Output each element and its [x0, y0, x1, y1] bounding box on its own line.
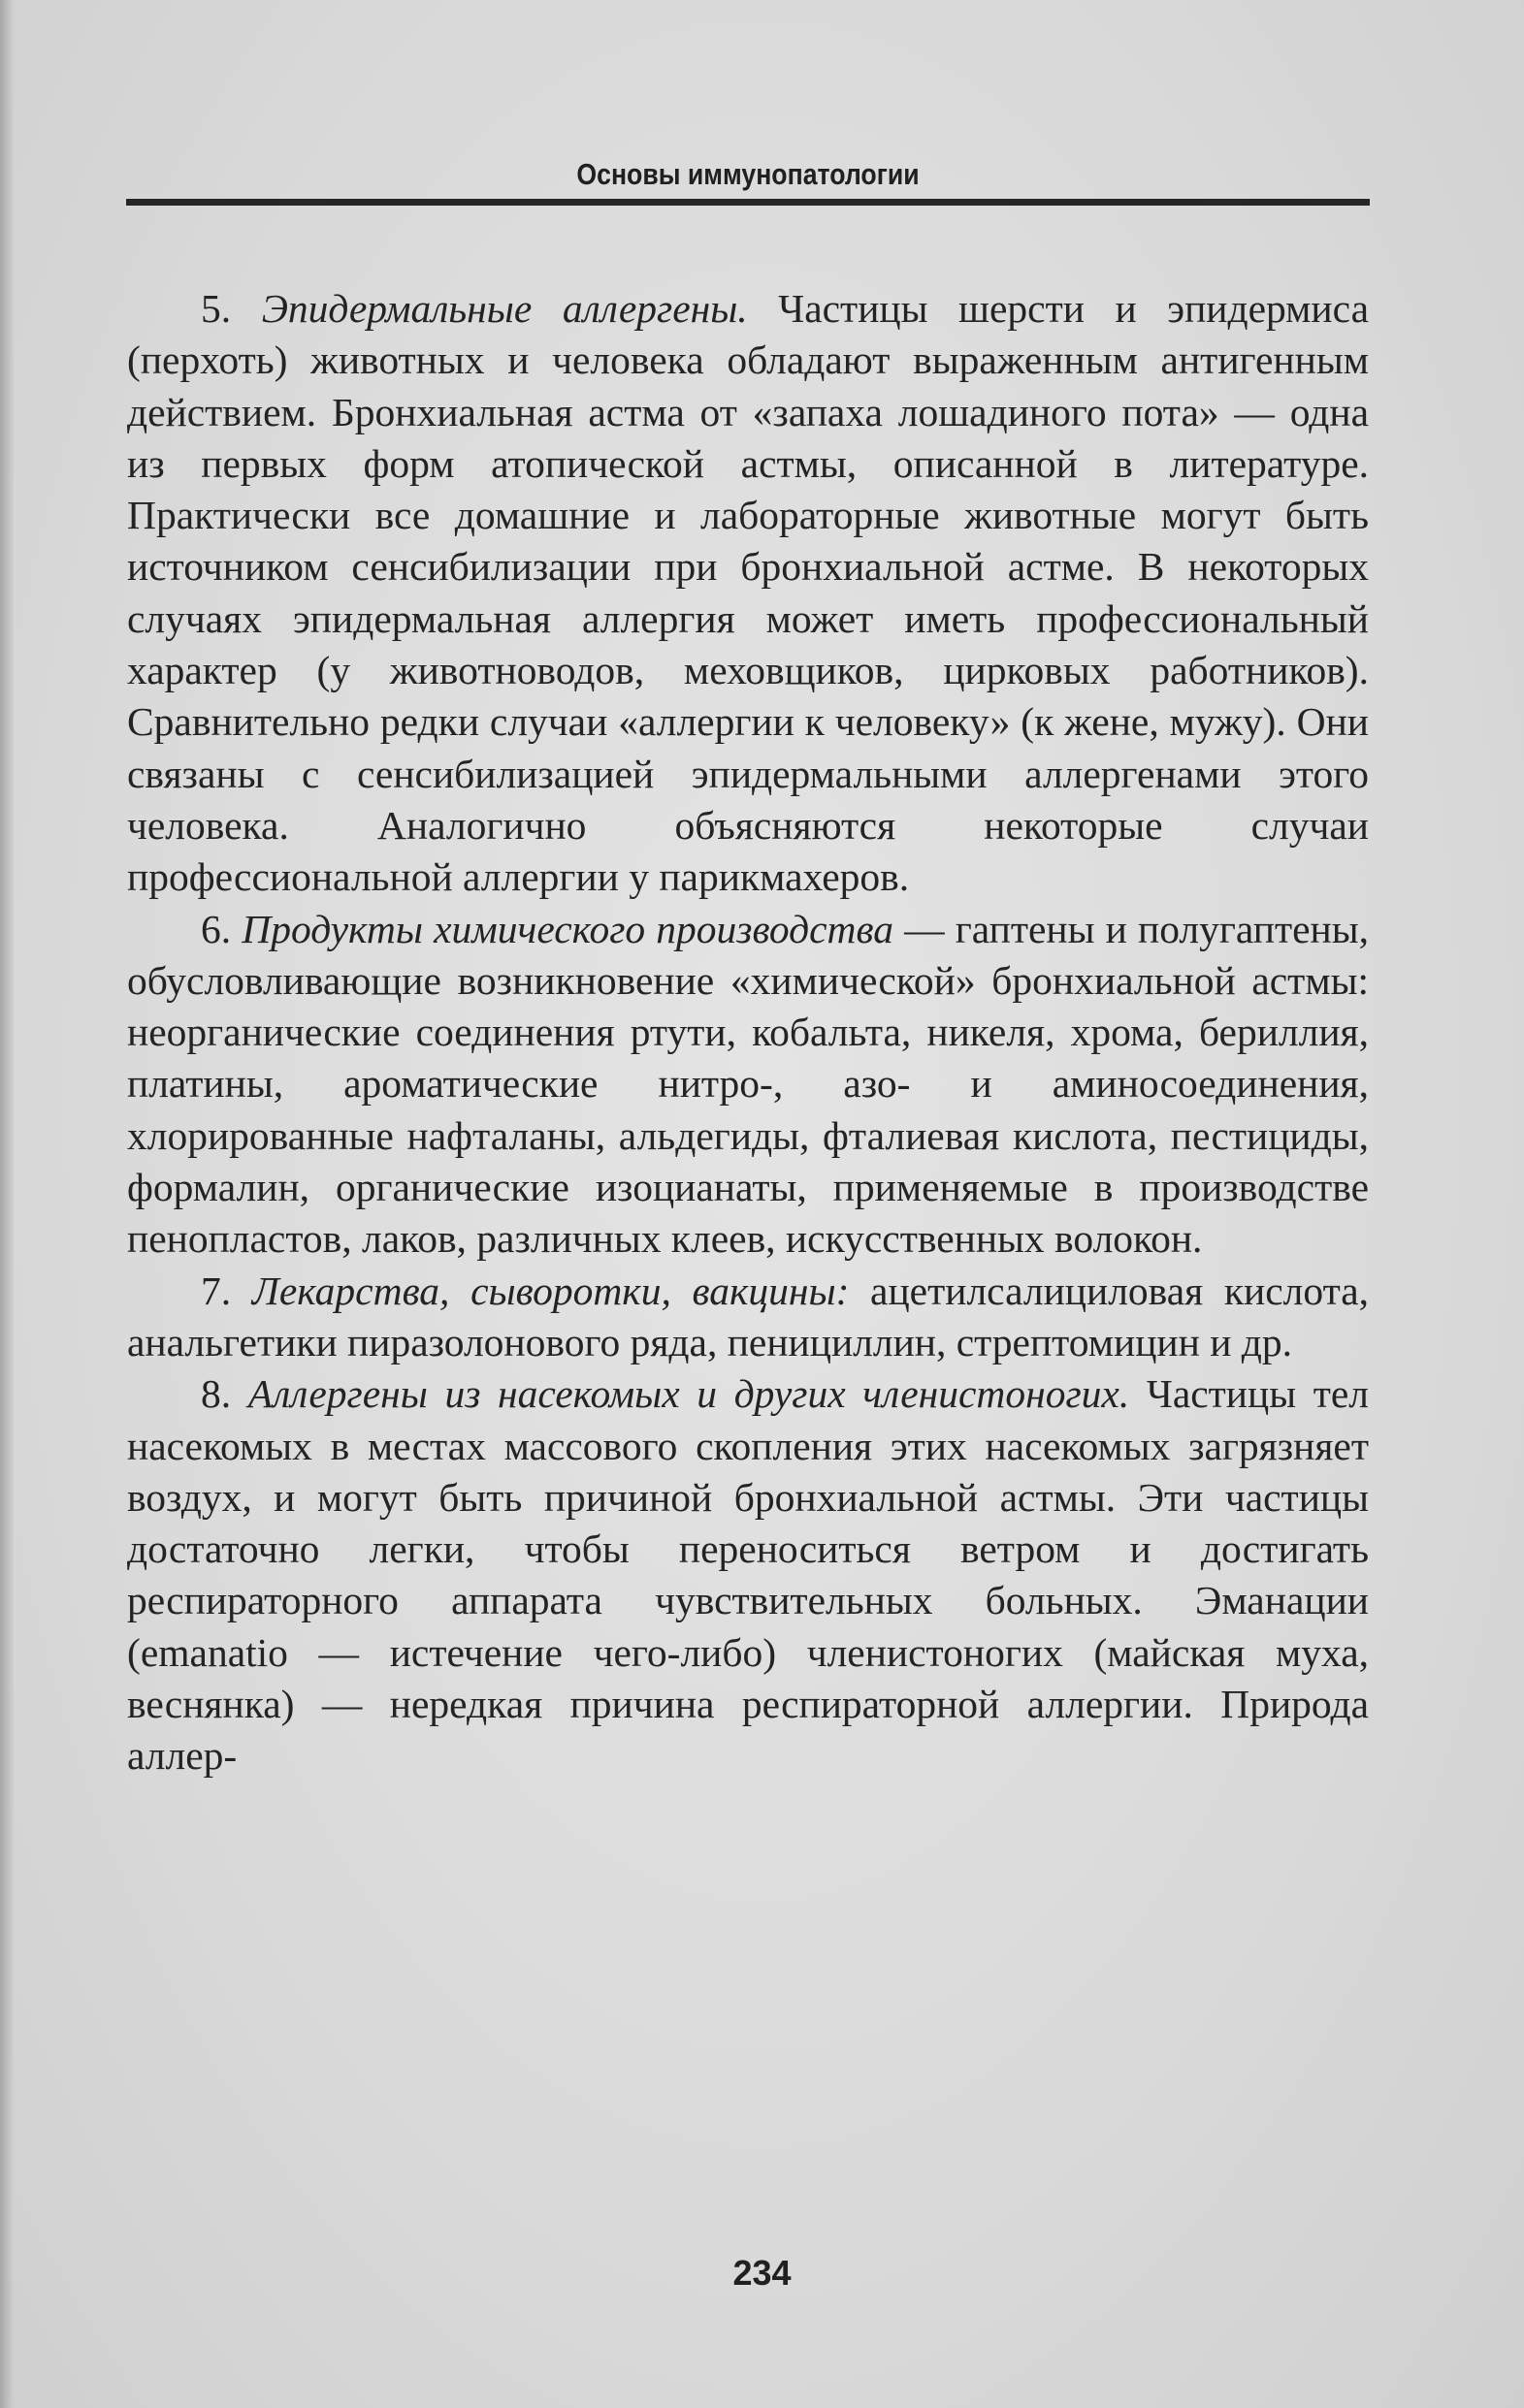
running-header [126, 157, 1370, 208]
paragraph-number: 6. [201, 906, 232, 951]
body-text [127, 283, 1369, 1782]
paragraph-italic-lead: Аллергены из насекомых и других членистоногих. [247, 1371, 1130, 1417]
paragraph-7 [127, 1266, 1369, 1369]
paragraph-8 [127, 1368, 1369, 1782]
paragraph-number: 7. [201, 1268, 232, 1313]
page-binding-edge [0, 0, 14, 2408]
paragraph-text: — гаптены и полугаптены, обусловливающие возникновение «химической» бронхиальной астмы: неорганические соединения ртути, кобальта, никеля, хрома, бериллия, платины, ароматические нитро-, азо- и аминосоединения, хлорированные нафталаны, альдегиды, фталиевая кислота, пестициды, формалин, органические изоцианаты, применяемые в производстве пенопластов, лаков, различных клеев, искусственных волокон. [127, 906, 1369, 1262]
page-number: 234 [732, 2253, 792, 2293]
paragraph-5 [127, 283, 1369, 904]
paragraph-italic-lead: Продукты химического производства [242, 906, 893, 951]
paragraph-text: Частицы тел насекомых в местах массового скопления этих насекомых загрязняет воздух, и могут быть причиной бронхиальной астмы. Эти частицы достаточно легки, чтобы переноситься ветром и достигать респираторного аппарата чувствительных больных. Эманации (emanatio — истечение чего-либо) членистоногих (майская муха, веснянка) — нередкая причина респираторной аллергии. Природа аллер- [127, 1371, 1369, 1779]
paragraph-number: 8. [201, 1371, 232, 1417]
header-rule [126, 199, 1370, 206]
paragraph-text: Частицы шерсти и эпидермиса (перхоть) животных и человека обладают выраженным антигенным действием. Бронхиальная астма от «запаха лошадиного пота» — одна из первых форм атопической астмы, описанной в литературе. Практически все домашние и лабораторные животные могут быть источником сенсибилизации при бронхиальной астме. В некоторых случаях эпидермальная аллергия может иметь профессиональный характер (у животноводов, меховщиков, цирковых работников). Сравнительно редки случаи «аллергии к человеку» (к жене, мужу). Они связаны с сенсибилизацией эпидермальными аллергенами этого человека. Аналогично объясняются некоторые случаи профессиональной аллергии у парикмахеров. [127, 286, 1369, 900]
paragraph-number: 5. [201, 286, 232, 331]
paragraph-italic-lead: Эпидермальные аллергены. [261, 286, 748, 331]
paragraph-text: ацетилсалициловая кислота, анальгетики пиразолонового ряда, пенициллин, стрептомицин и др. [127, 1268, 1370, 1365]
running-header-title: Основы иммунопатологии [576, 157, 920, 191]
paragraph-6 [127, 904, 1369, 1266]
paragraph-italic-lead: Лекарства, сыворотки, вакцины: [251, 1268, 850, 1313]
